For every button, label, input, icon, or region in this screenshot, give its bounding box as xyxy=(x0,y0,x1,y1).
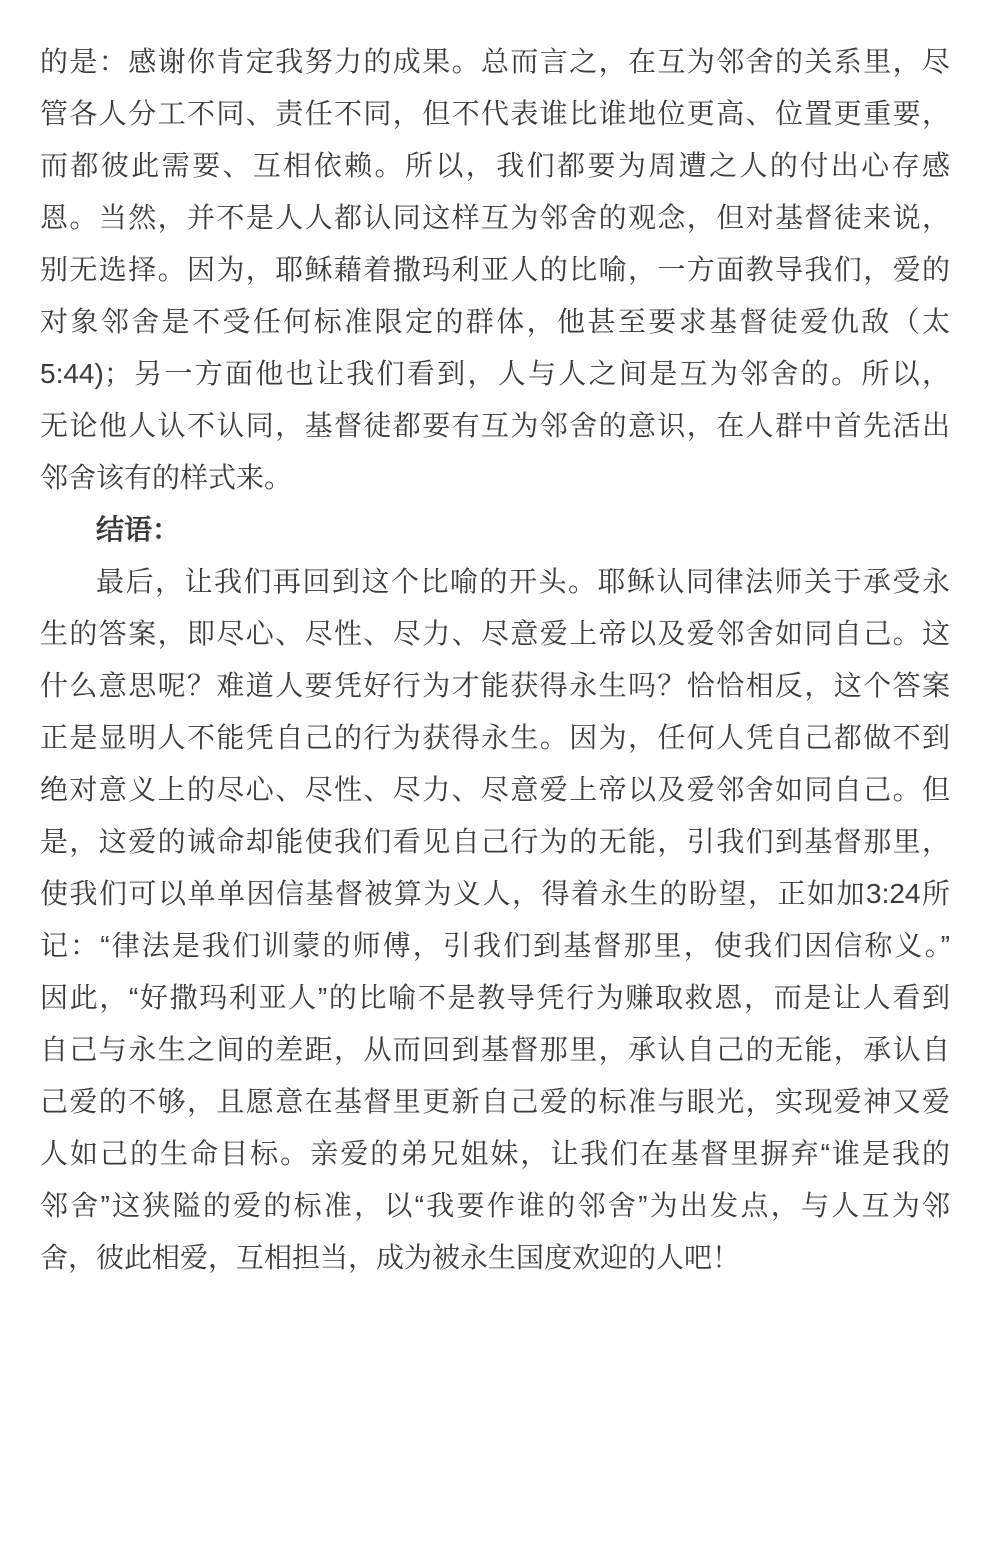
text-line: 5:44)；另一方面他也让我们看到，人与人之间是互为邻舍的。所以， xyxy=(40,358,950,389)
text-line: 己爱的不够，且愿意在基督里更新自己爱的标准与眼光，实现爱神又爱 xyxy=(40,1086,950,1117)
text-line: 无论他人认不认同，基督徒都要有互为邻舍的意识，在人群中首先活出 xyxy=(40,410,950,441)
text-line: 自己与永生之间的差距，从而回到基督那里，承认自己的无能，承认自 xyxy=(40,1034,950,1065)
text-line: 而都彼此需要、互相依赖。所以，我们都要为周遭之人的付出心存感 xyxy=(40,150,950,181)
text-line: 对象邻舍是不受任何标准限定的群体，他甚至要求基督徒爱仇敌（太 xyxy=(40,306,950,337)
text-line: 别无选择。因为，耶稣藉着撒玛利亚人的比喻，一方面教导我们，爱的 xyxy=(40,254,950,285)
text-line: 恩。当然，并不是人人都认同这样互为邻舍的观念，但对基督徒来说， xyxy=(40,202,950,233)
text-line: 什么意思呢？难道人要凭好行为才能获得永生吗？恰恰相反，这个答案 xyxy=(40,670,950,701)
text-line: 正是显明人不能凭自己的行为获得永生。因为，任何人凭自己都做不到 xyxy=(40,722,950,753)
text-line: 人如己的生命目标。亲爱的弟兄姐妹，让我们在基督里摒弃“谁是我的 xyxy=(40,1138,950,1169)
text-line: 邻舍该有的样式来。 xyxy=(40,462,293,493)
text-line: 的是：感谢你肯定我努力的成果。总而言之，在互为邻舍的关系里，尽 xyxy=(40,46,950,77)
text-line: 记：“律法是我们训蒙的师傅，引我们到基督那里，使我们因信称义。” xyxy=(40,930,950,961)
paragraph-conclusion xyxy=(40,556,950,1284)
text-line: 是，这爱的诫命却能使我们看见自己行为的无能，引我们到基督那里， xyxy=(40,826,950,857)
paragraph-continuation xyxy=(40,36,950,504)
text-line: 最后，让我们再回到这个比喻的开头。耶稣认同律法师关于承受永 xyxy=(96,566,950,597)
text-line: 使我们可以单单因信基督被算为义人，得着永生的盼望，正如加3:24所 xyxy=(40,878,950,909)
text-line: 邻舍”这狭隘的爱的标准，以“我要作谁的邻舍”为出发点，与人互为邻 xyxy=(40,1190,950,1221)
text-line: 舍，彼此相爱，互相担当，成为被永生国度欢迎的人吧！ xyxy=(40,1242,741,1273)
text-line: 管各人分工不同、责任不同，但不代表谁比谁地位更高、位置更重要， xyxy=(40,98,950,129)
text-line: 绝对意义上的尽心、尽性、尽力、尽意爱上帝以及爱邻舍如同自己。但 xyxy=(40,774,950,805)
section-heading-conclusion: 结语： xyxy=(96,514,181,545)
text-line: 生的答案，即尽心、尽性、尽力、尽意爱上帝以及爱邻舍如同自己。这 xyxy=(40,618,950,649)
text-line: 因此，“好撒玛利亚人”的比喻不是教导凭行为赚取救恩，而是让人看到 xyxy=(40,982,950,1013)
